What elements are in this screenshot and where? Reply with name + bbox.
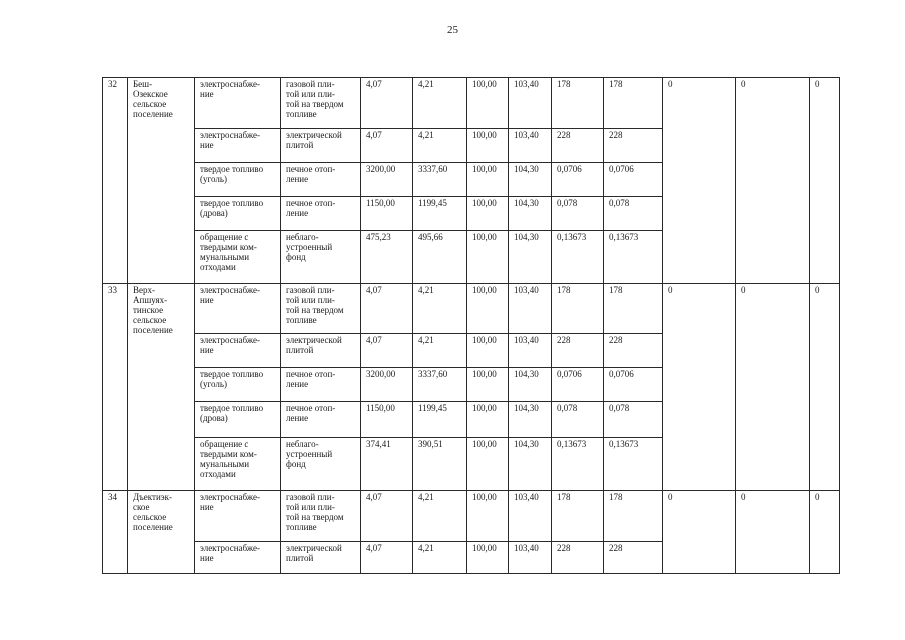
index-second-cell: 104,30 — [509, 163, 552, 197]
service-cell: электроснабже- ние — [195, 542, 281, 574]
norm-first-cell: 228 — [552, 542, 604, 574]
zero-value-cell: 0 — [663, 284, 736, 491]
index-second-cell: 104,30 — [509, 231, 552, 284]
equipment-type-cell: неблаго- устроенный фонд — [281, 438, 361, 491]
tariff-second-cell: 1199,45 — [413, 402, 467, 438]
norm-second-cell: 0,078 — [604, 197, 663, 231]
tariff-first-cell: 4,07 — [361, 542, 413, 574]
service-cell: твердое топливо (уголь) — [195, 368, 281, 402]
index-first-cell: 100,00 — [467, 284, 509, 334]
norm-first-cell: 0,13673 — [552, 231, 604, 284]
tariff-table — [102, 77, 840, 574]
equipment-type-cell: печное отоп- ление — [281, 197, 361, 231]
norm-first-cell: 0,078 — [552, 197, 604, 231]
norm-second-cell: 228 — [604, 129, 663, 163]
service-cell: электроснабже- ние — [195, 129, 281, 163]
settlement-cell: Дъектиэк- ское сельское поселение — [128, 491, 195, 574]
norm-second-cell: 0,13673 — [604, 231, 663, 284]
norm-first-cell: 178 — [552, 491, 604, 542]
index-second-cell: 103,40 — [509, 129, 552, 163]
norm-first-cell: 0,0706 — [552, 163, 604, 197]
tariff-second-cell: 390,51 — [413, 438, 467, 491]
equipment-type-cell: газовой пли- той или пли- той на твердом топливе — [281, 284, 361, 334]
tariff-first-cell: 3200,00 — [361, 163, 413, 197]
tariff-first-cell: 3200,00 — [361, 368, 413, 402]
service-cell: обращение с твердыми ком- мунальными отходами — [195, 231, 281, 284]
index-second-cell: 104,30 — [509, 402, 552, 438]
index-second-cell: 103,40 — [509, 542, 552, 574]
tariff-second-cell: 1199,45 — [413, 197, 467, 231]
service-cell: твердое топливо (уголь) — [195, 163, 281, 197]
norm-first-cell: 178 — [552, 78, 604, 129]
service-cell: электроснабже- ние — [195, 491, 281, 542]
index-first-cell: 100,00 — [467, 78, 509, 129]
table-row — [103, 284, 840, 334]
norm-second-cell: 178 — [604, 491, 663, 542]
tariff-first-cell: 4,07 — [361, 78, 413, 129]
zero-value-cell: 0 — [736, 78, 810, 284]
tariff-first-cell: 1150,00 — [361, 197, 413, 231]
index-first-cell: 100,00 — [467, 402, 509, 438]
zero-value-cell: 0 — [810, 491, 840, 574]
norm-second-cell: 0,13673 — [604, 438, 663, 491]
page-number: 25 — [447, 24, 458, 36]
norm-second-cell: 228 — [604, 542, 663, 574]
zero-value-cell: 0 — [810, 284, 840, 491]
table-row — [103, 78, 840, 129]
tariff-second-cell: 3337,60 — [413, 163, 467, 197]
index-first-cell: 100,00 — [467, 231, 509, 284]
row-number-cell: 33 — [103, 284, 128, 491]
service-cell: электроснабже- ние — [195, 284, 281, 334]
tariff-first-cell: 1150,00 — [361, 402, 413, 438]
norm-first-cell: 0,0706 — [552, 368, 604, 402]
tariff-first-cell: 4,07 — [361, 491, 413, 542]
equipment-type-cell: электрической плитой — [281, 334, 361, 368]
zero-value-cell: 0 — [810, 78, 840, 284]
settlement-cell: Беш- Озекское сельское поселение — [128, 78, 195, 284]
tariff-second-cell: 4,21 — [413, 334, 467, 368]
row-number-cell: 34 — [103, 491, 128, 574]
index-first-cell: 100,00 — [467, 438, 509, 491]
norm-second-cell: 0,0706 — [604, 368, 663, 402]
index-first-cell: 100,00 — [467, 197, 509, 231]
tariff-second-cell: 4,21 — [413, 129, 467, 163]
norm-second-cell: 228 — [604, 334, 663, 368]
equipment-type-cell: электрической плитой — [281, 129, 361, 163]
equipment-type-cell: электрической плитой — [281, 542, 361, 574]
tariff-first-cell: 475,23 — [361, 231, 413, 284]
tariff-first-cell: 4,07 — [361, 284, 413, 334]
service-cell: электроснабже- ние — [195, 334, 281, 368]
zero-value-cell: 0 — [663, 491, 736, 574]
service-cell: обращение с твердыми ком- мунальными отходами — [195, 438, 281, 491]
settlement-cell: Верх- Апшуях- тинское сельское поселение — [128, 284, 195, 491]
index-second-cell: 104,30 — [509, 438, 552, 491]
tariff-first-cell: 4,07 — [361, 129, 413, 163]
index-first-cell: 100,00 — [467, 491, 509, 542]
index-first-cell: 100,00 — [467, 163, 509, 197]
norm-second-cell: 178 — [604, 78, 663, 129]
norm-second-cell: 0,0706 — [604, 163, 663, 197]
tariff-first-cell: 4,07 — [361, 334, 413, 368]
index-first-cell: 100,00 — [467, 368, 509, 402]
equipment-type-cell: газовой пли- той или пли- той на твердом топливе — [281, 491, 361, 542]
index-second-cell: 103,40 — [509, 78, 552, 129]
index-first-cell: 100,00 — [467, 334, 509, 368]
index-second-cell: 104,30 — [509, 197, 552, 231]
norm-first-cell: 228 — [552, 129, 604, 163]
service-cell: твердое топливо (дрова) — [195, 402, 281, 438]
table-row — [103, 491, 840, 542]
tariff-first-cell: 374,41 — [361, 438, 413, 491]
norm-first-cell: 0,13673 — [552, 438, 604, 491]
tariff-second-cell: 4,21 — [413, 491, 467, 542]
index-second-cell: 103,40 — [509, 284, 552, 334]
tariff-second-cell: 495,66 — [413, 231, 467, 284]
index-second-cell: 103,40 — [509, 334, 552, 368]
index-first-cell: 100,00 — [467, 542, 509, 574]
index-first-cell: 100,00 — [467, 129, 509, 163]
tariff-second-cell: 4,21 — [413, 78, 467, 129]
tariff-second-cell: 4,21 — [413, 284, 467, 334]
row-number-cell: 32 — [103, 78, 128, 284]
zero-value-cell: 0 — [663, 78, 736, 284]
equipment-type-cell: печное отоп- ление — [281, 368, 361, 402]
service-cell: твердое топливо (дрова) — [195, 197, 281, 231]
index-second-cell: 103,40 — [509, 491, 552, 542]
norm-second-cell: 0,078 — [604, 402, 663, 438]
equipment-type-cell: печное отоп- ление — [281, 163, 361, 197]
zero-value-cell: 0 — [736, 284, 810, 491]
norm-first-cell: 0,078 — [552, 402, 604, 438]
service-cell: электроснабже- ние — [195, 78, 281, 129]
norm-first-cell: 178 — [552, 284, 604, 334]
index-second-cell: 104,30 — [509, 368, 552, 402]
tariff-second-cell: 4,21 — [413, 542, 467, 574]
equipment-type-cell: газовой пли- той или пли- той на твердом топливе — [281, 78, 361, 129]
zero-value-cell: 0 — [736, 491, 810, 574]
equipment-type-cell: печное отоп- ление — [281, 402, 361, 438]
norm-first-cell: 228 — [552, 334, 604, 368]
norm-second-cell: 178 — [604, 284, 663, 334]
equipment-type-cell: неблаго- устроенный фонд — [281, 231, 361, 284]
tariff-second-cell: 3337,60 — [413, 368, 467, 402]
